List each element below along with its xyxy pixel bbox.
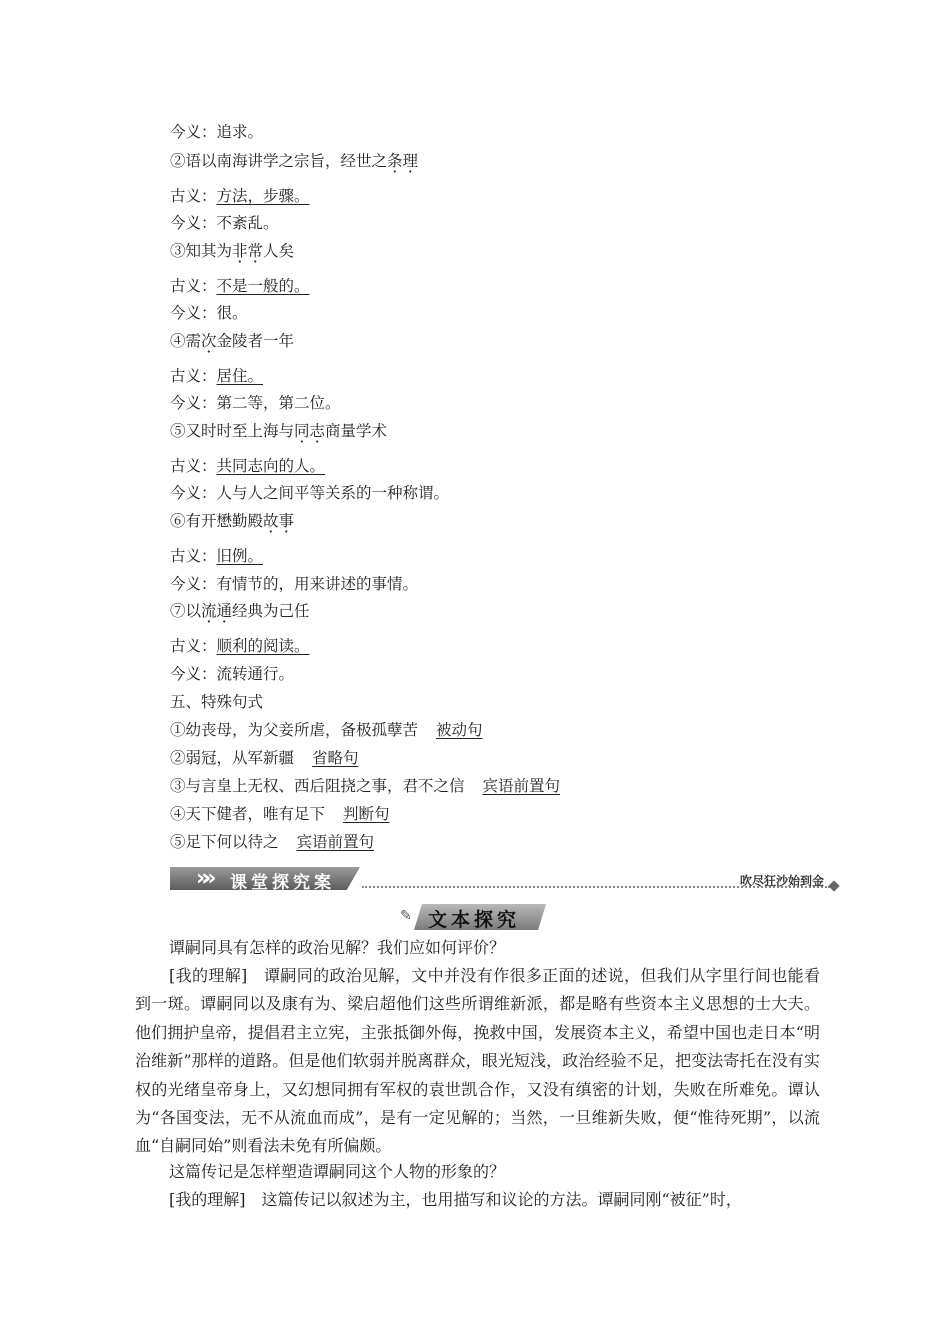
text: ⑥有开懋勤殿 bbox=[170, 512, 264, 530]
answer: 居住。 bbox=[216, 367, 264, 385]
dotted-char: 通 bbox=[216, 602, 233, 620]
sentence-pattern-item bbox=[170, 831, 374, 853]
text: ③知其为 bbox=[170, 242, 233, 260]
modern-meaning-line bbox=[170, 212, 279, 234]
modern-meaning-line bbox=[170, 302, 248, 324]
text: 今义：不紊乱。 bbox=[170, 214, 279, 232]
text: ④天下健者，唯有足下 bbox=[170, 805, 326, 823]
label: 古义： bbox=[170, 277, 217, 295]
banner-title: 课堂探究案 bbox=[230, 873, 335, 893]
modern-meaning-line bbox=[170, 663, 294, 685]
dotted-char: 常 bbox=[247, 242, 264, 260]
section-title-badge bbox=[400, 902, 548, 934]
text: ⑤又时时至上海与 bbox=[170, 422, 295, 440]
label: 古义： bbox=[170, 367, 217, 385]
dotted-char: 理 bbox=[402, 152, 419, 170]
dotted-char: 流 bbox=[201, 602, 217, 620]
text: 今义：流转通行。 bbox=[170, 665, 295, 683]
question-text: 这篇传记是怎样塑造谭嗣同这个人物的形象的？ bbox=[169, 1162, 506, 1181]
pencil-icon: ✎ bbox=[400, 908, 412, 924]
section-heading bbox=[170, 691, 263, 713]
ancient-meaning-line bbox=[170, 545, 263, 567]
answer-text: [我的理解] 谭嗣同的政治见解，文中并没有作很多正面的述说，但我们从字里行间也能看到一斑。谭嗣同以及康有为、梁启超他们这些所谓维新派，都是略有些资本主义思想的士大夫。他们拥护皇帝，提倡君主立宪，主张抵御外侮，挽救中国，发展资本主义，希望中国也走日本“明治维新”那样的道路。但是他们软弱并脱离群众，眼光短浅，政治经验不足，把变法寄托在没有实权的光绪皇帝身上，又幻想同拥有军权的袁世凯合作，又没有缜密的计划，失败在所难免。谭认为“各国变法，无不从流血而成”，是有一定见解的；当然，一旦维新失败，便“惟待死期”，以流血“自嗣同始”则看法未免有所偏颇。 bbox=[135, 966, 820, 1156]
text: 金陵者一年 bbox=[216, 332, 295, 350]
chevron-icon: »» bbox=[196, 866, 209, 891]
banner-slogan: 吹尽狂沙始到金 bbox=[739, 874, 824, 888]
sentence-pattern-item bbox=[170, 775, 560, 797]
text: ④需 bbox=[170, 332, 202, 350]
dotted-char: 非 bbox=[232, 242, 248, 260]
text: ①幼丧母，为父妾所虐，备极孤孽苦 bbox=[170, 721, 419, 739]
modern-meaning-line bbox=[170, 573, 418, 595]
answer: 旧例。 bbox=[216, 547, 264, 565]
text: ②语以南海讲学之宗旨，经世之 bbox=[170, 152, 388, 170]
dotted-char: 条 bbox=[387, 152, 403, 170]
section-title: 文本探究 bbox=[428, 909, 521, 931]
text: 经典为己任 bbox=[232, 602, 310, 620]
ancient-meaning-line bbox=[170, 365, 263, 387]
label: 古义： bbox=[170, 547, 217, 565]
example-sentence bbox=[170, 240, 294, 262]
question-2 bbox=[135, 1158, 820, 1186]
text: 人矣 bbox=[263, 242, 295, 260]
label: 古义： bbox=[170, 637, 217, 655]
classroom-section-banner bbox=[170, 864, 838, 894]
answer-2 bbox=[135, 1186, 820, 1214]
ancient-meaning-line bbox=[170, 455, 325, 477]
text: ⑤足下何以待之 bbox=[170, 833, 279, 851]
text: 五、特殊句式 bbox=[170, 693, 264, 711]
answer: 顺利的阅读。 bbox=[216, 637, 310, 655]
dotted-char: 同 bbox=[294, 422, 310, 440]
example-sentence bbox=[170, 600, 310, 622]
sentence-pattern-item bbox=[170, 719, 483, 741]
example-sentence bbox=[170, 150, 418, 172]
modern-meaning-line bbox=[170, 392, 341, 414]
answer: 宾语前置句 bbox=[296, 833, 375, 851]
sentence-pattern-item bbox=[170, 803, 390, 825]
text: 今义：追求。 bbox=[170, 123, 264, 141]
modern-meaning-line bbox=[170, 482, 449, 504]
text: 今义：很。 bbox=[170, 304, 248, 322]
text: 今义：第二等，第二位。 bbox=[170, 394, 341, 412]
text: ⑦以 bbox=[170, 602, 202, 620]
dotted-char: 故 bbox=[263, 512, 279, 530]
answer: 被动句 bbox=[436, 721, 483, 739]
text: 今义：人与人之间平等关系的一种称谓。 bbox=[170, 484, 450, 502]
question-1 bbox=[135, 934, 820, 962]
answer: 判断句 bbox=[343, 805, 390, 823]
answer-text: [我的理解] 这篇传记以叙述为主，也用描写和议论的方法。谭嗣同刚“被征”时， bbox=[169, 1190, 742, 1209]
dotted-char: 事 bbox=[278, 512, 295, 530]
answer: 省略句 bbox=[312, 749, 359, 767]
ancient-meaning-line bbox=[170, 275, 310, 297]
text: 今义：有情节的，用来讲述的事情。 bbox=[170, 575, 419, 593]
example-sentence bbox=[170, 420, 387, 442]
sentence-pattern-item bbox=[170, 747, 359, 769]
ancient-meaning-line bbox=[170, 635, 310, 657]
ancient-meaning-line bbox=[170, 185, 310, 207]
question-text: 谭嗣同具有怎样的政治见解？我们应如何评价？ bbox=[169, 938, 506, 957]
label: 古义： bbox=[170, 187, 217, 205]
answer: 不是一般的。 bbox=[216, 277, 310, 295]
text: ③与言皇上无权、西后阻挠之事，君不之信 bbox=[170, 777, 465, 795]
text: ②弱冠，从军新疆 bbox=[170, 749, 295, 767]
answer: 方法，步骤。 bbox=[216, 187, 310, 205]
text: 商量学术 bbox=[325, 422, 388, 440]
answer: 共同志向的人。 bbox=[216, 457, 326, 475]
example-sentence bbox=[170, 330, 294, 352]
dotted-char: 志 bbox=[309, 422, 326, 440]
answer: 宾语前置句 bbox=[482, 777, 561, 795]
example-sentence bbox=[170, 510, 294, 532]
answer-1 bbox=[135, 962, 820, 1161]
dotted-char: 次 bbox=[201, 332, 217, 350]
label: 古义： bbox=[170, 457, 217, 475]
modern-meaning-line bbox=[170, 121, 263, 143]
diamond-icon bbox=[828, 880, 839, 891]
